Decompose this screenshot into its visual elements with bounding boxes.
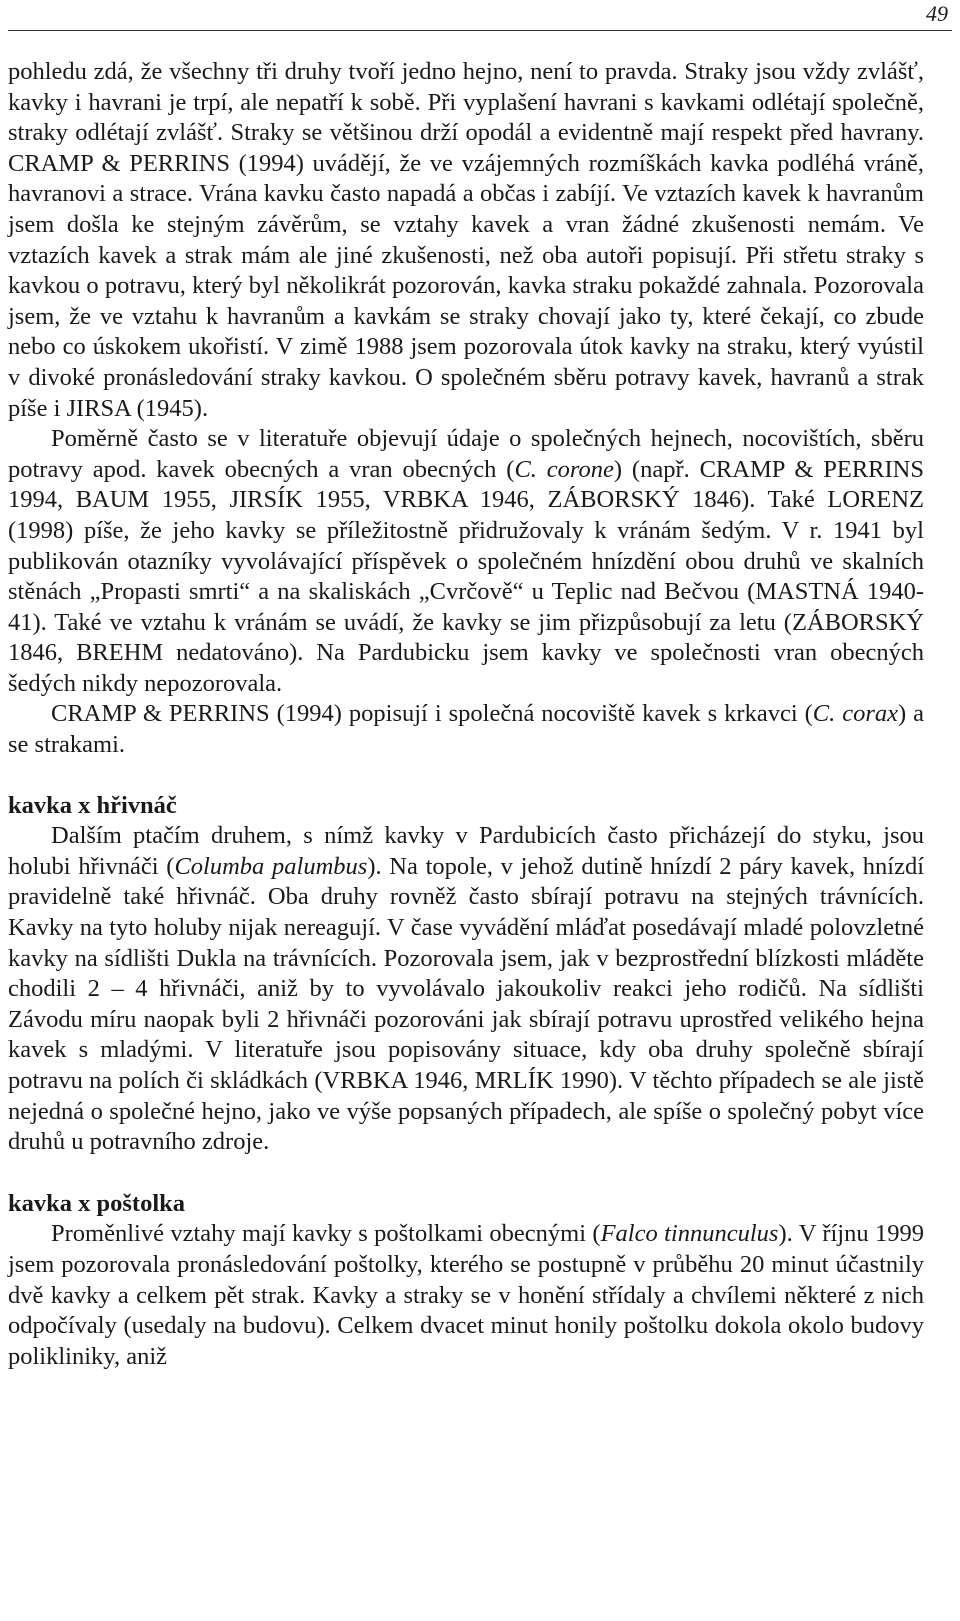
paragraph-kavka-vrana (8, 424, 924, 699)
species-name: Columba palumbus (174, 852, 368, 880)
text-run: ). V říjnu 1999 jsem pozorovala pronásledování poštolky, kterého se postupně v průběhu 20 minut účastnily dvě kavky a celkem pět strak. Kavky a straky se v honění střídaly a chvílemi některé z nich odpočívaly (usedaly na budovu). Celkem dvacet minut honily poštolku dokola okolo budovy polikliniky, aniž (8, 1220, 924, 1370)
text-run: ) a se strakami. (8, 700, 925, 759)
page-number: 49 (926, 1, 948, 26)
text-run: ) (např. CRAMP & PERRINS 1994, BAUM 1955, JIRSÍK 1955, VRBKA 1946, ZÁBORSKÝ 1846). Také LORENZ (1998) píše, že jeho kavky se příležitostně přidružovaly k vránám šedým. V r. 1941 byl publikován otazníky vyvolávající příspěvek o společném hnízdění obou druhů ve skalních stěnách „Propasti smrti“ a na skaliskách „Cvrčově“ u Teplic nad Bečvou (MASTNÁ 1940-41). Také ve vztahu k vránám se uvádí, že kavky se jim přizpůsobují za letu (ZÁBORSKÝ 1846, BREHM nedatováno). Na Pardubicku jsem kavky ve společnosti vran obecných šedých nikdy nepozorovala. (8, 455, 924, 697)
running-header (8, 0, 952, 31)
text-run: Poměrně často se v literatuře objevují údaje o společných hejnech, nocovištích, sběru potravy apod. kavek obecných a vran obecných ( (8, 425, 924, 483)
body-text (8, 57, 924, 1372)
species-name: C. corax (812, 700, 898, 728)
species-name: Falco tinnunculus (600, 1220, 779, 1248)
text-run: Proměnlivé vztahy mají kavky s poštolkami obecnými ( (51, 1220, 601, 1248)
text-run: ). Na topole, v jehož dutině hnízdí 2 páry kavek, hnízdí pravidelně také hřivnáč. Oba druhy rovněž často sbírají potravu na stejných trávnících. Kavky na tyto holuby nijak nereagují. V čase vyvádění mláďat posedávají mladé polovzletné kavky na sídlišti Dukla na trávnících. Pozorovala jsem, jak v bezprostřední blízkosti mláděte chodili 2 – 4 hřivnáči, aniž by to vyvolávalo jakoukoliv reakci jeho rodičů. Na sídlišti Závodu míru naopak byli 2 hřivnáči pozorováni jak sbírají potravu uprostřed velikého hejna kavek s mladými. V literatuře jsou popisovány situace, kdy oba druhy společně sbírají potravu na polích či skládkách (VRBKA 1946, MRLÍK 1990). V těchto případech se ale jistě nejedná o společné hejno, jako ve výše popsaných případech, ale spíše o společný pobyt více druhů u potravního zdroje. (8, 852, 925, 1156)
paragraph-krkavci (8, 699, 924, 760)
text-run: CRAMP & PERRINS (1994) popisují i společná nocoviště kavek s krkavci ( (51, 700, 813, 728)
paragraph-postolka (8, 1219, 924, 1372)
section-heading-postolka: kavka x poštolka (8, 1189, 186, 1217)
species-name: C. corone (514, 455, 614, 483)
section-heading-hrivnac: kavka x hřivnáč (8, 791, 177, 819)
paragraph-straky-havrani: pohledu zdá, že všechny tři druhy tvoří jedno hejno, není to pravda. Straky jsou vždy zvlášť, kavky i havrani je trpí, ale nepatří k sobě. Při vyplašení havrani s kavkami odlétají společně, straky odlétají zvlášť. Straky se většinou drží opodál a evidentně mají respekt před havrany. CRAMP & PERRINS (1994) uvádějí, že ve vzájemných rozmíškách kavka podléhá vráně, havranovi a strace. Vrána kavku často napadá a občas i zabíjí. Ve vztazích kavek k havranům jsem došla ke stejným závěrům, se vztahy kavek a vran žádné zkušenosti nemám. Ve vztazích kavek a strak mám ale jiné zkušenosti, než oba autoři popisují. Při střetu straky s kavkou o potravu, který byl několikrát pozorován, kavka straku pokaždé zahnala. Pozorovala jsem, že ve vztahu k havranům a kavkám se straky chovají jako ty, které čekají, co zbude nebo co úskokem ukořistí. V zimě 1988 jsem pozorovala útok kavky na straku, který vyústil v divoké pronásledování straky kavkou. O společném sběru potravy kavek, havranů a strak píše i JIRSA (1945). (8, 58, 924, 422)
text-run: Dalším ptačím druhem, s nímž kavky v Pardubicích často přicházejí do styku, jsou holubi hřivnáči ( (8, 822, 924, 880)
paragraph-hrivnac (8, 821, 924, 1158)
